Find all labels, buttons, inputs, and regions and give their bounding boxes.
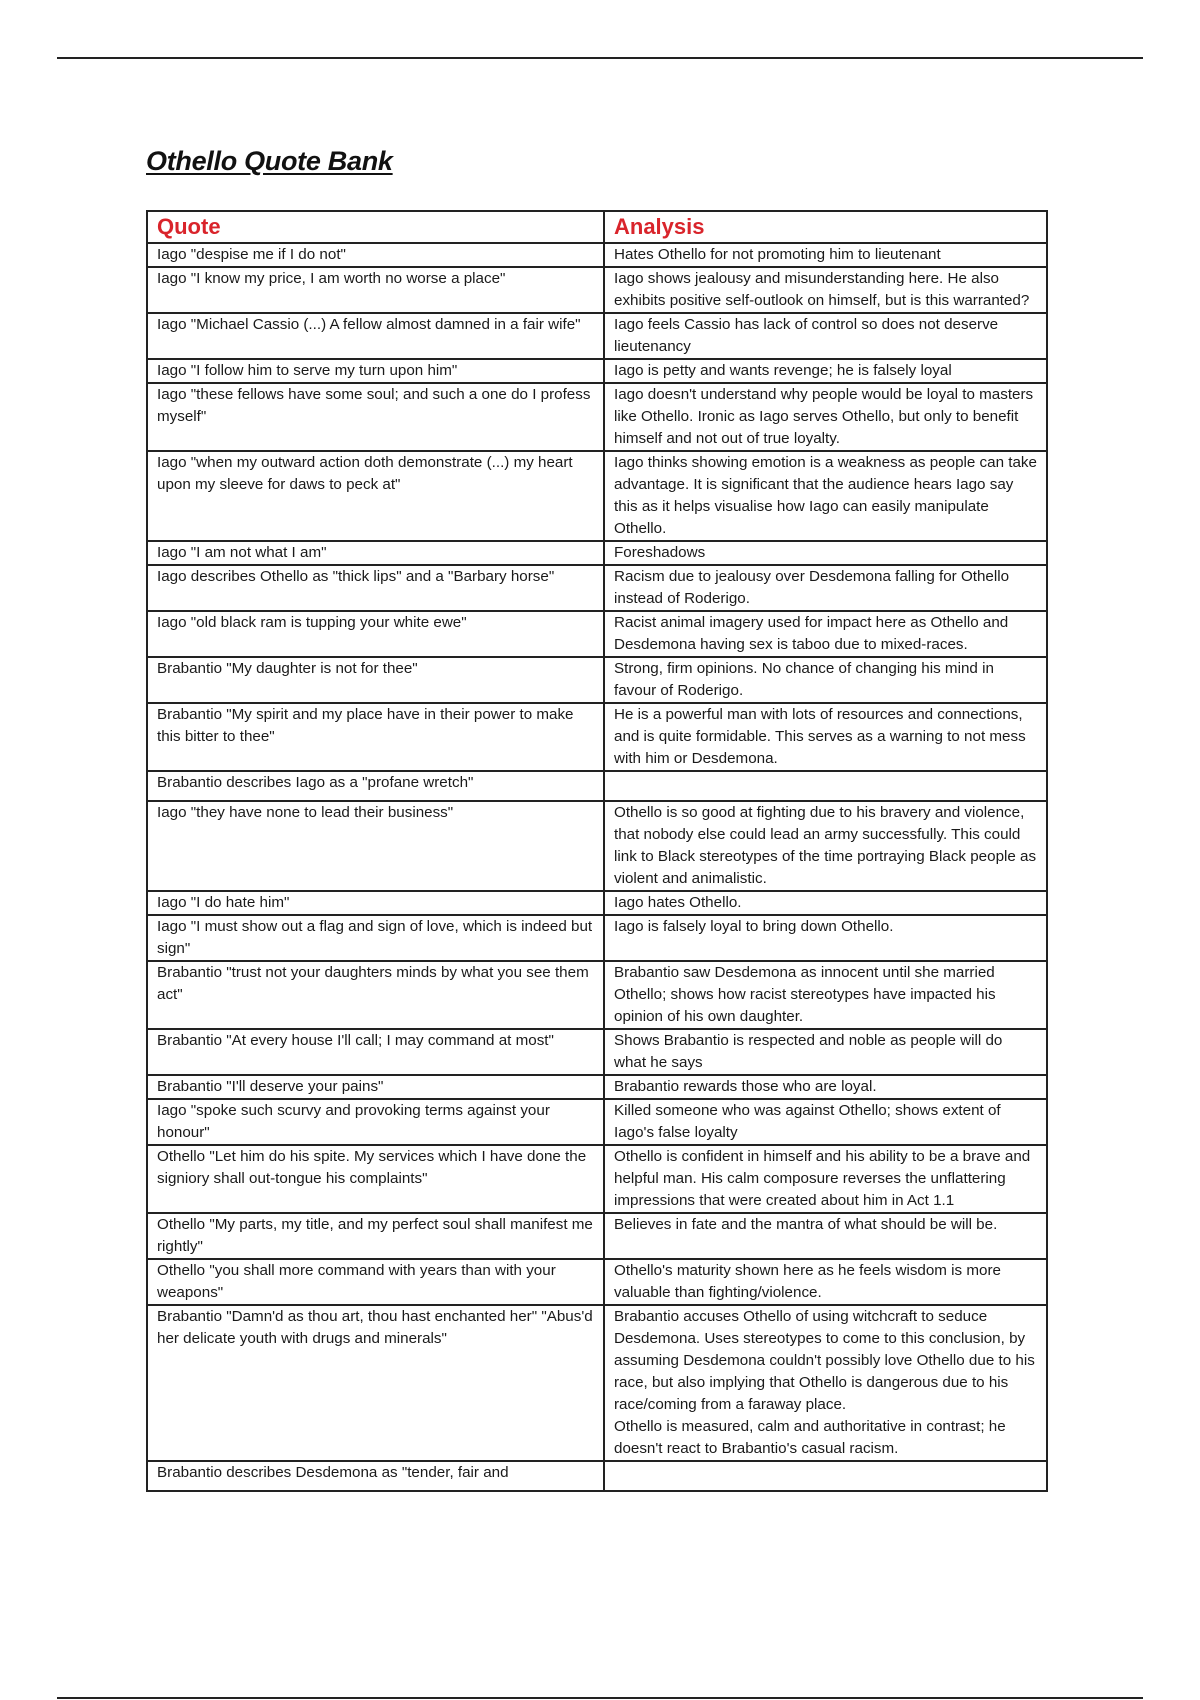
footer-rule bbox=[57, 1697, 1143, 1699]
table-row bbox=[147, 771, 1047, 801]
table-row bbox=[147, 1305, 1047, 1461]
analysis-cell: Foreshadows bbox=[604, 541, 1047, 565]
quote-cell: Iago "these fellows have some soul; and such a one do I profess myself" bbox=[147, 383, 604, 451]
analysis-cell: Racism due to jealousy over Desdemona falling for Othello instead of Roderigo. bbox=[604, 565, 1047, 611]
quote-cell: Brabantio "My spirit and my place have in their power to make this bitter to thee" bbox=[147, 703, 604, 771]
analysis-cell: Othello's maturity shown here as he feels wisdom is more valuable than fighting/violence. bbox=[604, 1259, 1047, 1305]
quote-cell: Iago "I am not what I am" bbox=[147, 541, 604, 565]
table-row bbox=[147, 801, 1047, 891]
analysis-cell: He is a powerful man with lots of resources and connections, and is quite formidable. This serves as a warning to not mess with him or Desdemona. bbox=[604, 703, 1047, 771]
quote-cell: Brabantio "I'll deserve your pains" bbox=[147, 1075, 604, 1099]
analysis-cell: Believes in fate and the mantra of what should be will be. bbox=[604, 1213, 1047, 1259]
quote-cell: Iago "they have none to lead their business" bbox=[147, 801, 604, 891]
table-row bbox=[147, 1099, 1047, 1145]
analysis-cell: Killed someone who was against Othello; shows extent of Iago's false loyalty bbox=[604, 1099, 1047, 1145]
quote-cell: Brabantio "Damn'd as thou art, thou hast enchanted her" "Abus'd her delicate youth with drugs and minerals" bbox=[147, 1305, 604, 1461]
quote-cell: Iago "spoke such scurvy and provoking terms against your honour" bbox=[147, 1099, 604, 1145]
quote-cell: Iago "old black ram is tupping your white ewe" bbox=[147, 611, 604, 657]
table-header-row bbox=[147, 211, 1047, 243]
page-title: Othello Quote Bank bbox=[146, 146, 393, 176]
quote-cell: Othello "Let him do his spite. My services which I have done the signiory shall out-tongue his complaints" bbox=[147, 1145, 604, 1213]
quote-cell: Brabantio "trust not your daughters minds by what you see them act" bbox=[147, 961, 604, 1029]
quote-column-header: Quote bbox=[147, 211, 604, 243]
quote-table bbox=[146, 210, 1048, 1492]
analysis-cell: Othello is confident in himself and his ability to be a brave and helpful man. His calm composure reverses the unflattering impressions that were created about him in Act 1.1 bbox=[604, 1145, 1047, 1213]
table-row bbox=[147, 565, 1047, 611]
table-row bbox=[147, 383, 1047, 451]
quote-cell: Brabantio "At every house I'll call; I may command at most" bbox=[147, 1029, 604, 1075]
analysis-cell: Brabantio accuses Othello of using witchcraft to seduce Desdemona. Uses stereotypes to come to this conclusion, by assuming Desdemona couldn't possibly love Othello due to his race, but also implying that Othello is dangerous due to his race/coming from a faraway place. Othello is measured, calm and authoritative in contrast; he doesn't react to Brabantio's casual racism. bbox=[604, 1305, 1047, 1461]
quote-cell: Iago describes Othello as "thick lips" and a "Barbary horse" bbox=[147, 565, 604, 611]
quote-cell: Brabantio "My daughter is not for thee" bbox=[147, 657, 604, 703]
analysis-cell: Hates Othello for not promoting him to lieutenant bbox=[604, 243, 1047, 267]
analysis-cell: Brabantio rewards those who are loyal. bbox=[604, 1075, 1047, 1099]
analysis-cell: Shows Brabantio is respected and noble as people will do what he says bbox=[604, 1029, 1047, 1075]
quote-cell: Iago "despise me if I do not" bbox=[147, 243, 604, 267]
table-row bbox=[147, 1259, 1047, 1305]
analysis-cell: Iago shows jealousy and misunderstanding here. He also exhibits positive self-outlook on himself, but is this warranted? bbox=[604, 267, 1047, 313]
analysis-cell: Iago thinks showing emotion is a weakness as people can take advantage. It is significant that the audience hears Iago say this as it helps visualise how Iago can easily manipulate Othello. bbox=[604, 451, 1047, 541]
table-row bbox=[147, 359, 1047, 383]
table-row bbox=[147, 703, 1047, 771]
analysis-cell: Iago is petty and wants revenge; he is falsely loyal bbox=[604, 359, 1047, 383]
quote-cell: Iago "I follow him to serve my turn upon him" bbox=[147, 359, 604, 383]
analysis-cell: Iago doesn't understand why people would be loyal to masters like Othello. Ironic as Iago serves Othello, but only to benefit himself and not out of true loyalty. bbox=[604, 383, 1047, 451]
table-row bbox=[147, 267, 1047, 313]
analysis-cell: Othello is so good at fighting due to his bravery and violence, that nobody else could lead an army successfully. This could link to Black stereotypes of the time portraying Black people as violent and animalistic. bbox=[604, 801, 1047, 891]
analysis-cell bbox=[604, 771, 1047, 801]
quote-cell: Iago "Michael Cassio (...) A fellow almost damned in a fair wife" bbox=[147, 313, 604, 359]
quote-cell: Iago "when my outward action doth demonstrate (...) my heart upon my sleeve for daws to peck at" bbox=[147, 451, 604, 541]
table-body bbox=[147, 243, 1047, 1491]
quote-cell: Othello "My parts, my title, and my perfect soul shall manifest me rightly" bbox=[147, 1213, 604, 1259]
table-row bbox=[147, 891, 1047, 915]
table-row bbox=[147, 243, 1047, 267]
table-row bbox=[147, 1075, 1047, 1099]
table-row bbox=[147, 657, 1047, 703]
analysis-cell: Iago is falsely loyal to bring down Othello. bbox=[604, 915, 1047, 961]
quote-cell: Iago "I do hate him" bbox=[147, 891, 604, 915]
table-row bbox=[147, 451, 1047, 541]
quote-cell: Othello "you shall more command with years than with your weapons" bbox=[147, 1259, 604, 1305]
table-row bbox=[147, 1213, 1047, 1259]
header-rule bbox=[57, 57, 1143, 59]
table-row bbox=[147, 611, 1047, 657]
analysis-cell: Iago feels Cassio has lack of control so does not deserve lieutenancy bbox=[604, 313, 1047, 359]
table-row bbox=[147, 961, 1047, 1029]
quote-cell: Iago "I must show out a flag and sign of love, which is indeed but sign" bbox=[147, 915, 604, 961]
analysis-cell: Racist animal imagery used for impact here as Othello and Desdemona having sex is taboo due to mixed-races. bbox=[604, 611, 1047, 657]
analysis-cell: Brabantio saw Desdemona as innocent until she married Othello; shows how racist stereotypes have impacted his opinion of his own daughter. bbox=[604, 961, 1047, 1029]
quote-cell: Brabantio describes Iago as a "profane wretch" bbox=[147, 771, 604, 801]
analysis-column-header: Analysis bbox=[604, 211, 1047, 243]
quote-cell: Brabantio describes Desdemona as "tender, fair and bbox=[147, 1461, 604, 1491]
table-row bbox=[147, 1145, 1047, 1213]
table-row bbox=[147, 313, 1047, 359]
quote-cell: Iago "I know my price, I am worth no worse a place" bbox=[147, 267, 604, 313]
table-row bbox=[147, 541, 1047, 565]
analysis-cell: Strong, firm opinions. No chance of changing his mind in favour of Roderigo. bbox=[604, 657, 1047, 703]
analysis-cell bbox=[604, 1461, 1047, 1491]
table-row bbox=[147, 915, 1047, 961]
table-row bbox=[147, 1029, 1047, 1075]
analysis-cell: Iago hates Othello. bbox=[604, 891, 1047, 915]
table-row bbox=[147, 1461, 1047, 1491]
